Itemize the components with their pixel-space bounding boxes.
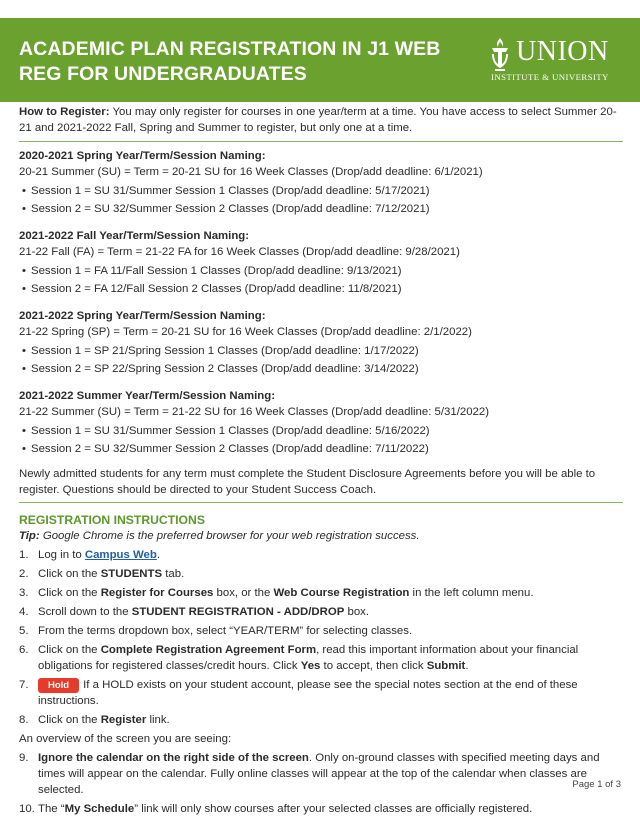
step-text-part: Click on the: [38, 714, 101, 726]
step-emphasis: Yes: [300, 660, 321, 672]
session-item: • Session 2 = SU 32/Summer Session 2 Classes (Drop/add deadline: 7/11/2022): [19, 441, 623, 457]
term-section: [19, 148, 623, 217]
step-number: 1.: [19, 549, 29, 561]
step-number: 8.: [19, 714, 29, 726]
step-text-part: box, or the: [213, 587, 274, 599]
tip-text: Google Chrome is the preferred browser for your web registration success.: [42, 530, 420, 542]
page-title: [19, 37, 459, 87]
steps-list: [19, 547, 623, 728]
step-text-part: in the left column menu.: [409, 587, 534, 599]
step-text-part: link.: [146, 714, 170, 726]
step-emphasis: STUDENT REGISTRATION - ADD/DROP: [131, 606, 345, 618]
term-heading: 2021-2022 Spring Year/Term/Session Naming:: [19, 310, 266, 322]
term-line: 21-22 Fall (FA) = Term = 21-22 FA for 16 Week Classes (Drop/add deadline: 9/28/2021): [19, 246, 460, 258]
session-item: • Session 1 = SU 31/Summer Session 1 Classes (Drop/add deadline: 5/16/2022): [19, 423, 623, 439]
step-emphasis: My Schedule: [64, 803, 135, 815]
step-text-part: tab.: [162, 568, 185, 580]
step-text: [38, 549, 160, 561]
step-number: 10.: [19, 803, 35, 815]
step-text-part: Log in to: [38, 549, 85, 561]
step-emphasis: Web Course Registration: [273, 587, 410, 599]
step-text-part: Click on the: [38, 568, 101, 580]
newly-admitted-note: Newly admitted students for any term must complete the Student Disclosure Agreements before you will be able to register. Questions should be directed to your Student Success Coach.: [19, 468, 596, 496]
session-list: [19, 423, 623, 457]
step-text-part: If a HOLD exists on your student account, please see the special notes section at the end of these instructions.: [38, 679, 578, 707]
step-number: 9.: [19, 752, 29, 764]
intro-paragraph: [19, 104, 623, 136]
step-text-part: to accept, then click: [320, 660, 427, 672]
session-list: [19, 183, 623, 217]
step-emphasis: Submit: [426, 660, 466, 672]
step-text: [38, 606, 369, 618]
step-item: [19, 801, 623, 817]
term-line: 21-22 Spring (SP) = Term = 20-21 SU for 16 Week Classes (Drop/add deadline: 2/1/2022): [19, 326, 472, 338]
step-text: [38, 679, 578, 707]
term-naming-sections: [19, 148, 623, 457]
step-emphasis: STUDENTS: [100, 568, 163, 580]
intro-label: How to Register:: [19, 106, 110, 118]
session-item: • Session 2 = FA 12/Fall Session 2 Classes (Drop/add deadline: 11/8/2021): [19, 281, 623, 297]
step-item: [19, 604, 623, 620]
overview-intro: An overview of the screen you are seeing:: [19, 733, 232, 745]
step-emphasis: Register: [100, 714, 147, 726]
intro-text: You may only register for courses in one year/term at a time. You have access to select Summer 20-21 and 2021-2022 Fall, Spring and Summer to register, but only one at a time.: [19, 106, 617, 134]
step-item: [19, 547, 623, 563]
step-number: 2.: [19, 568, 29, 580]
step-text: [38, 587, 534, 599]
step-emphasis: Complete Registration Agreement Form: [100, 644, 317, 656]
step-text-part: The “: [38, 803, 65, 815]
step-text: [38, 625, 412, 637]
session-item: • Session 1 = SP 21/Spring Session 1 Classes (Drop/add deadline: 1/17/2022): [19, 343, 623, 359]
step-text: [38, 752, 600, 796]
logo-subtitle: INSTITUTE & UNIVERSITY: [491, 72, 609, 82]
step-text: [38, 568, 184, 580]
term-line: 21-22 Summer (SU) = Term = 21-22 SU for 16 Week Classes (Drop/add deadline: 5/31/2022): [19, 406, 489, 418]
step-item: [19, 677, 623, 709]
step-number: 4.: [19, 606, 29, 618]
divider: [19, 141, 623, 142]
step-item: [19, 642, 623, 674]
step-number: 7.: [19, 679, 29, 691]
step-text: [38, 803, 532, 815]
step-text-part: Click on the: [38, 644, 101, 656]
step-number: 6.: [19, 644, 29, 656]
session-item: • Session 2 = SU 32/Summer Session 2 Classes (Drop/add deadline: 7/12/2021): [19, 201, 623, 217]
step-item: [19, 566, 623, 582]
step-item: [19, 585, 623, 601]
step-text-part: . Only on-ground classes with specified meeting days and times will appear on the calendar. Fully online classes will appear at the top of the calendar when classes are selected.: [38, 752, 600, 796]
session-list: [19, 343, 623, 377]
page-title-line-2: REG FOR UNDERGRADUATES: [19, 63, 307, 85]
step-emphasis: Register for Courses: [100, 587, 214, 599]
term-heading: 2020-2021 Spring Year/Term/Session Naming:: [19, 150, 266, 162]
tip-line: [19, 528, 623, 544]
registration-instructions-heading: REGISTRATION INSTRUCTIONS: [19, 513, 205, 527]
step-text: [38, 644, 578, 672]
step-item: [19, 623, 623, 639]
step-number: 3.: [19, 587, 29, 599]
page-title-line-1: ACADEMIC PLAN REGISTRATION IN J1 WEB: [19, 38, 441, 60]
step-number: 5.: [19, 625, 29, 637]
step-text-part: box.: [344, 606, 370, 618]
term-heading: 2021-2022 Fall Year/Term/Session Naming:: [19, 230, 250, 242]
session-item: • Session 2 = SP 22/Spring Session 2 Classes (Drop/add deadline: 3/14/2022): [19, 361, 623, 377]
logo-wordmark: UNION: [516, 36, 609, 67]
page-number: Page 1 of 3: [572, 779, 621, 790]
tip-label: Tip:: [19, 530, 40, 542]
page-header-banner: [0, 18, 640, 102]
term-section: [19, 388, 623, 457]
step-text-part: ” link will only show courses after your selected classes are officially registered.: [134, 803, 533, 815]
step-text-part: , read this important information about your financial obligations for registered classes/credit hours. Click: [38, 644, 579, 672]
step-text-part: From the terms dropdown box, select “YEAR/TERM” for selecting classes.: [38, 625, 413, 637]
term-heading: 2021-2022 Summer Year/Term/Session Naming:: [19, 390, 275, 402]
step-text-part: Scroll down to the: [38, 606, 132, 618]
divider: [19, 502, 623, 503]
step-item: [19, 712, 623, 728]
union-logo: [489, 36, 629, 84]
step-text-part: .: [156, 549, 160, 561]
step-text-part: .: [465, 660, 469, 672]
term-section: [19, 228, 623, 297]
session-item: • Session 1 = SU 31/Summer Session 1 Classes (Drop/add deadline: 5/17/2021): [19, 183, 623, 199]
overview-steps-list: [19, 750, 623, 817]
session-item: • Session 1 = FA 11/Fall Session 1 Classes (Drop/add deadline: 9/13/2021): [19, 263, 623, 279]
hold-badge: Hold: [38, 678, 79, 693]
session-list: [19, 263, 623, 297]
union-torch-icon: [489, 36, 511, 74]
step-item: [19, 750, 623, 798]
step-emphasis: Ignore the calendar on the right side of the screen: [38, 752, 309, 764]
term-section: [19, 308, 623, 377]
campus-web-link[interactable]: Campus Web: [84, 549, 157, 561]
step-text-part: Click on the: [38, 587, 101, 599]
document-body: [19, 104, 623, 820]
term-line: 20-21 Summer (SU) = Term = 20-21 SU for 16 Week Classes (Drop/add deadline: 6/1/2021): [19, 166, 483, 178]
step-text: [38, 714, 170, 726]
